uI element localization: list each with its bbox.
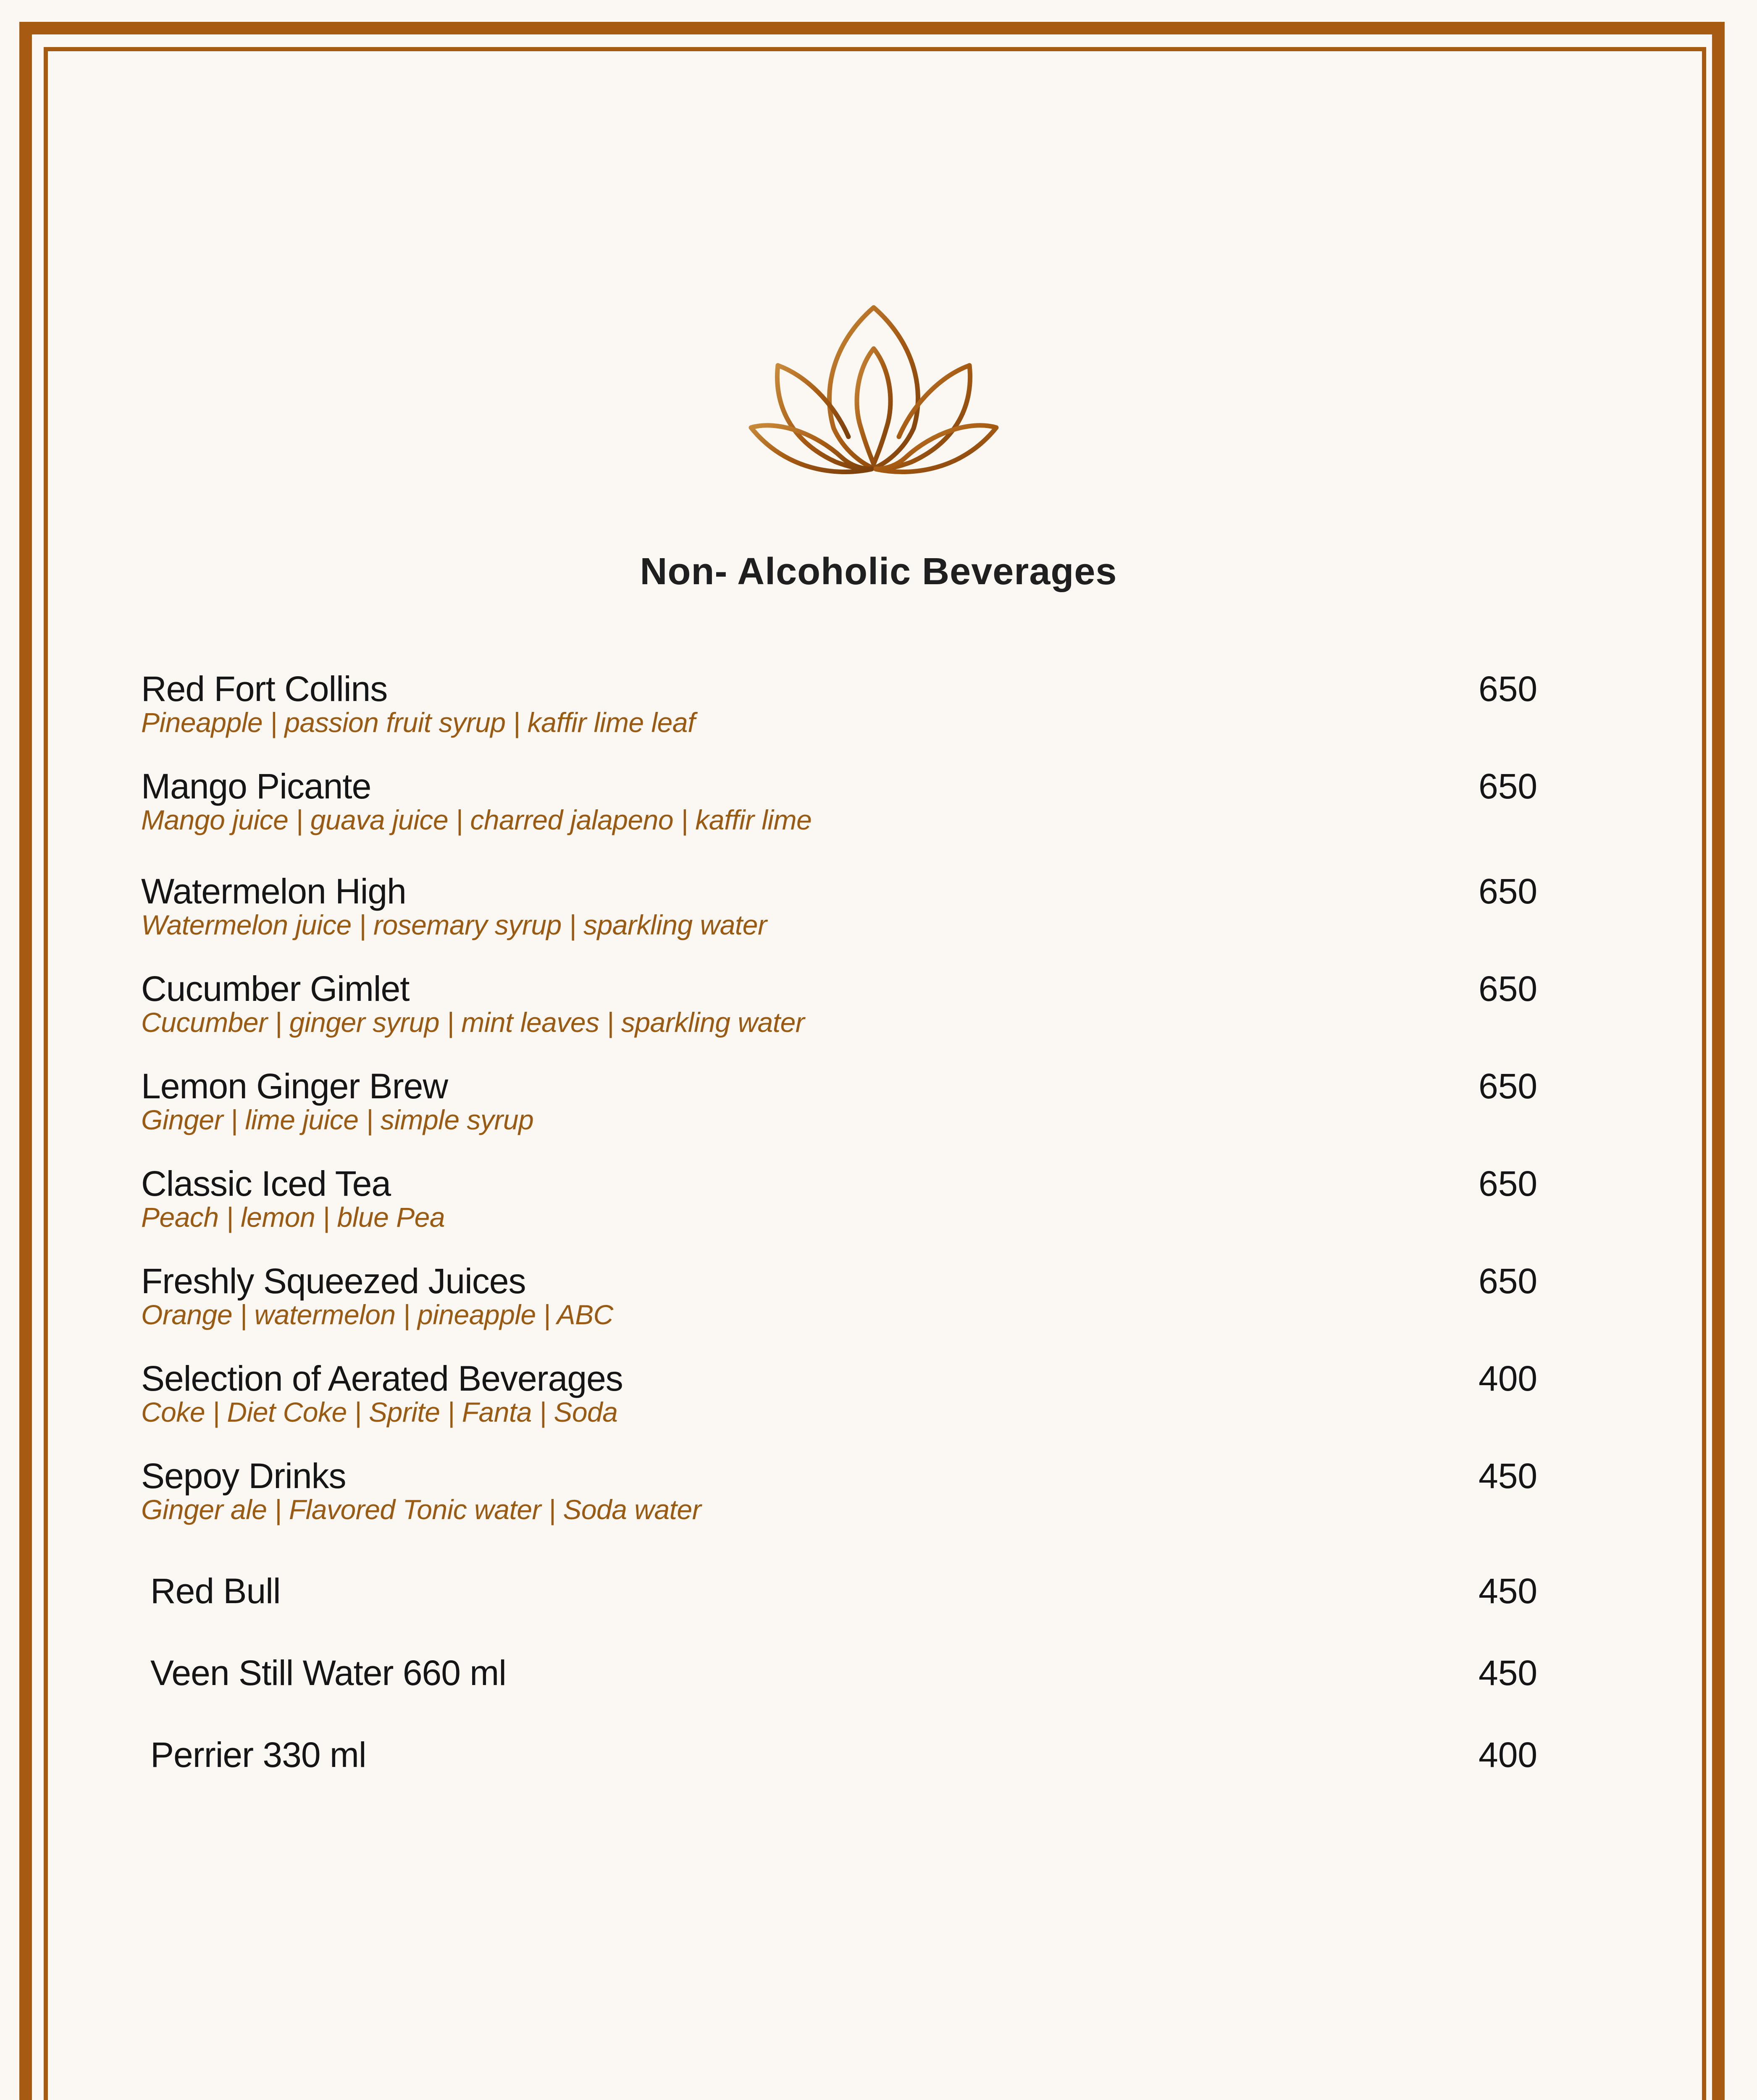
item-description: Coke | Diet Coke | Sprite | Fanta | Soda: [141, 1396, 618, 1428]
item-price: 450: [1479, 1653, 1538, 1693]
item-name: Sepoy Drinks: [141, 1456, 346, 1496]
item-name: Freshly Squeezed Juices: [141, 1261, 526, 1301]
item-description: Ginger | lime juice | simple syrup: [141, 1104, 534, 1135]
item-description: Mango juice | guava juice | charred jalapeno | kaffir lime: [141, 804, 812, 835]
item-name: Veen Still Water 660 ml: [150, 1653, 506, 1693]
item-description: Watermelon juice | rosemary syrup | sparkling water: [141, 909, 767, 940]
item-price: 450: [1479, 1456, 1538, 1496]
item-description: Peach | lemon | blue Pea: [141, 1202, 445, 1233]
item-price: 650: [1479, 1261, 1538, 1301]
item-price: 650: [1479, 1066, 1538, 1106]
item-name: Red Bull: [150, 1571, 281, 1611]
item-description: Cucumber | ginger syrup | mint leaves | sparkling water: [141, 1007, 805, 1038]
item-price: 650: [1479, 1164, 1538, 1203]
item-price: 650: [1479, 766, 1538, 806]
item-name: Red Fort Collins: [141, 669, 388, 709]
item-name: Selection of Aerated Beverages: [141, 1359, 623, 1398]
item-name: Perrier 330 ml: [150, 1735, 366, 1774]
item-name: Mango Picante: [141, 766, 371, 806]
item-price: 400: [1479, 1735, 1538, 1774]
menu-title: Non- Alcoholic Beverages: [640, 551, 1117, 593]
item-name: Classic Iced Tea: [141, 1164, 391, 1203]
item-description: Ginger ale | Flavored Tonic water | Soda water: [141, 1494, 701, 1525]
item-description: Orange | watermelon | pineapple | ABC: [141, 1299, 613, 1330]
item-price: 650: [1479, 669, 1538, 709]
item-price: 650: [1479, 969, 1538, 1008]
item-name: Watermelon High: [141, 872, 406, 911]
item-price: 400: [1479, 1359, 1538, 1398]
item-description: Pineapple | passion fruit syrup | kaffir lime leaf: [141, 707, 695, 738]
item-name: Lemon Ginger Brew: [141, 1066, 448, 1106]
item-price: 650: [1479, 872, 1538, 911]
item-name: Cucumber Gimlet: [141, 969, 410, 1008]
item-price: 450: [1479, 1571, 1538, 1611]
